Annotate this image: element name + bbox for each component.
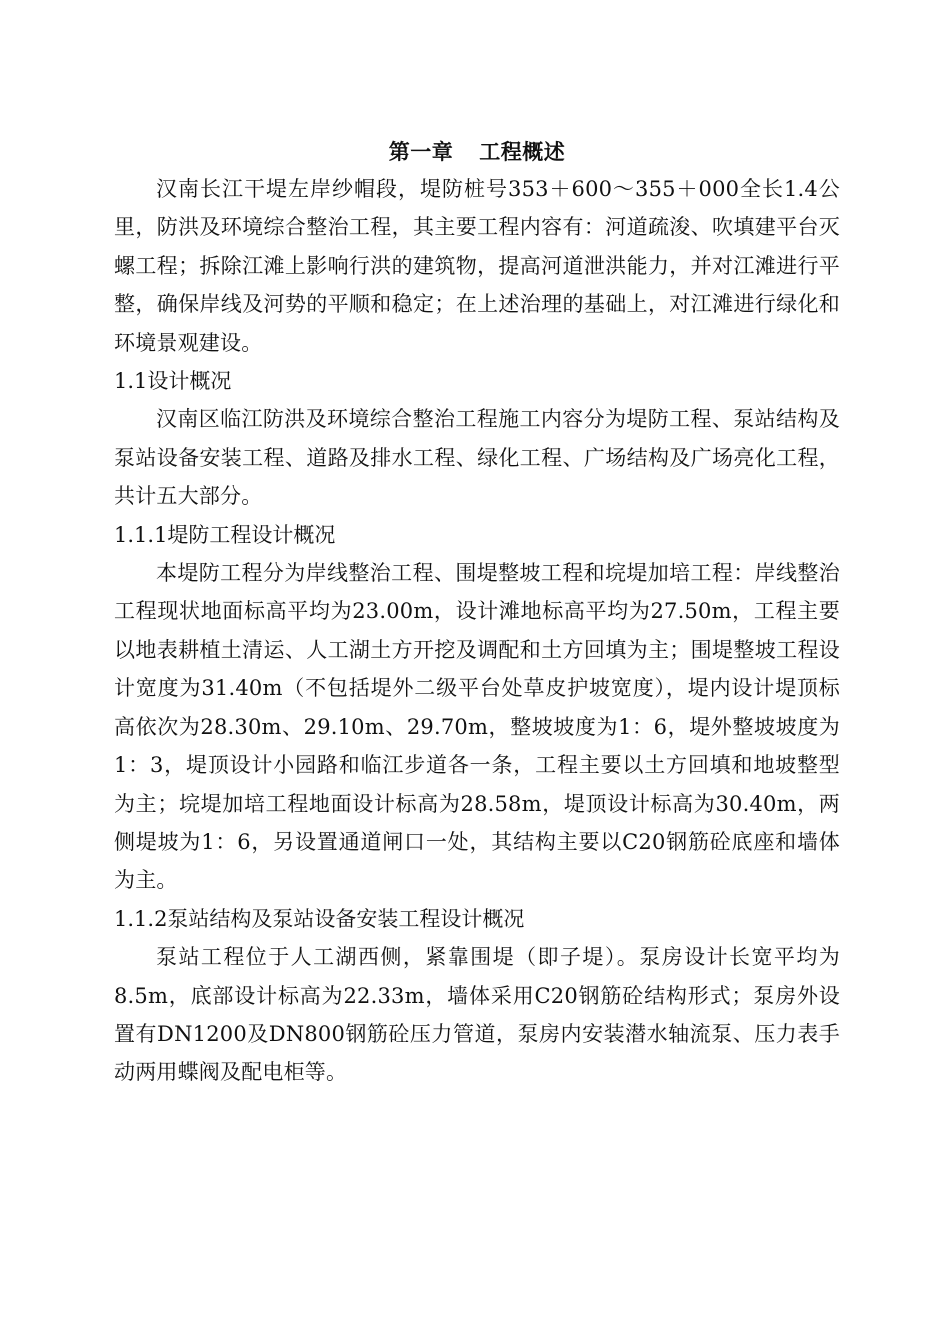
section-heading-1-1: 1.1设计概况: [114, 369, 232, 394]
section-heading-1-1-1: 1.1.1堤防工程设计概况: [114, 522, 336, 547]
chapter-title: [114, 134, 840, 170]
section-paragraph-1-1-1: 本堤防工程分为岸线整治工程、围堤整坡工程和垸堤加培工程：岸线整治工程现状地面标高平均为23.00m，设计滩地标高平均为27.50m，工程主要以地表耕植土清运、人工湖土方开挖及调配和土方回填为主；围堤整坡工程设计宽度为31.40m（不包括堤外二级平台处草皮护坡宽度），堤内设计堤顶标高依次为28.30m、29.10m、29.70m，整坡坡度为1：6，堤外整坡坡度为1：3，堤顶设计小园路和临江步道各一条，工程主要以土方回填和地坡整型为主；垸堤加培工程地面设计标高为28.58m，堤顶设计标高为30.40m，两侧堤坡为1：6，另设置通道闸口一处，其结构主要以C20钢筋砼底座和墙体为主。: [114, 561, 840, 893]
section-paragraph-1-1: 汉南区临江防洪及环境综合整治工程施工内容分为堤防工程、泵站结构及泵站设备安装工程、道路及排水工程、绿化工程、广场结构及广场亮化工程，共计五大部分。: [114, 407, 840, 509]
intro-paragraph: 汉南长江干堤左岸纱帽段，堤防桩号353＋600～355＋000全长1.4公里，防洪及环境综合整治工程，其主要工程内容有：河道疏浚、吹填建平台灭螺工程；拆除江滩上影响行洪的建筑物，提高河道泄洪能力，并对江滩进行平整，确保岸线及河势的平顺和稳定；在上述治理的基础上，对江滩进行绿化和环境景观建设。: [114, 177, 840, 355]
chapter-number: 第一章: [388, 139, 454, 164]
section-paragraph-1-1-2: 泵站工程位于人工湖西侧，紧靠围堤（即子堤）。泵房设计长宽平均为8.5m，底部设计标高为22.33m，墙体采用C20钢筋砼结构形式；泵房外设置有DN1200及DN800钢筋砼压力管道，泵房内安装潜水轴流泵、压力表手动两用蝶阀及配电柜等。: [114, 945, 840, 1085]
document-page: [114, 134, 840, 1092]
section-heading-1-1-2: 1.1.2泵站结构及泵站设备安装工程设计概况: [114, 906, 525, 931]
chapter-name: 工程概述: [479, 139, 566, 164]
